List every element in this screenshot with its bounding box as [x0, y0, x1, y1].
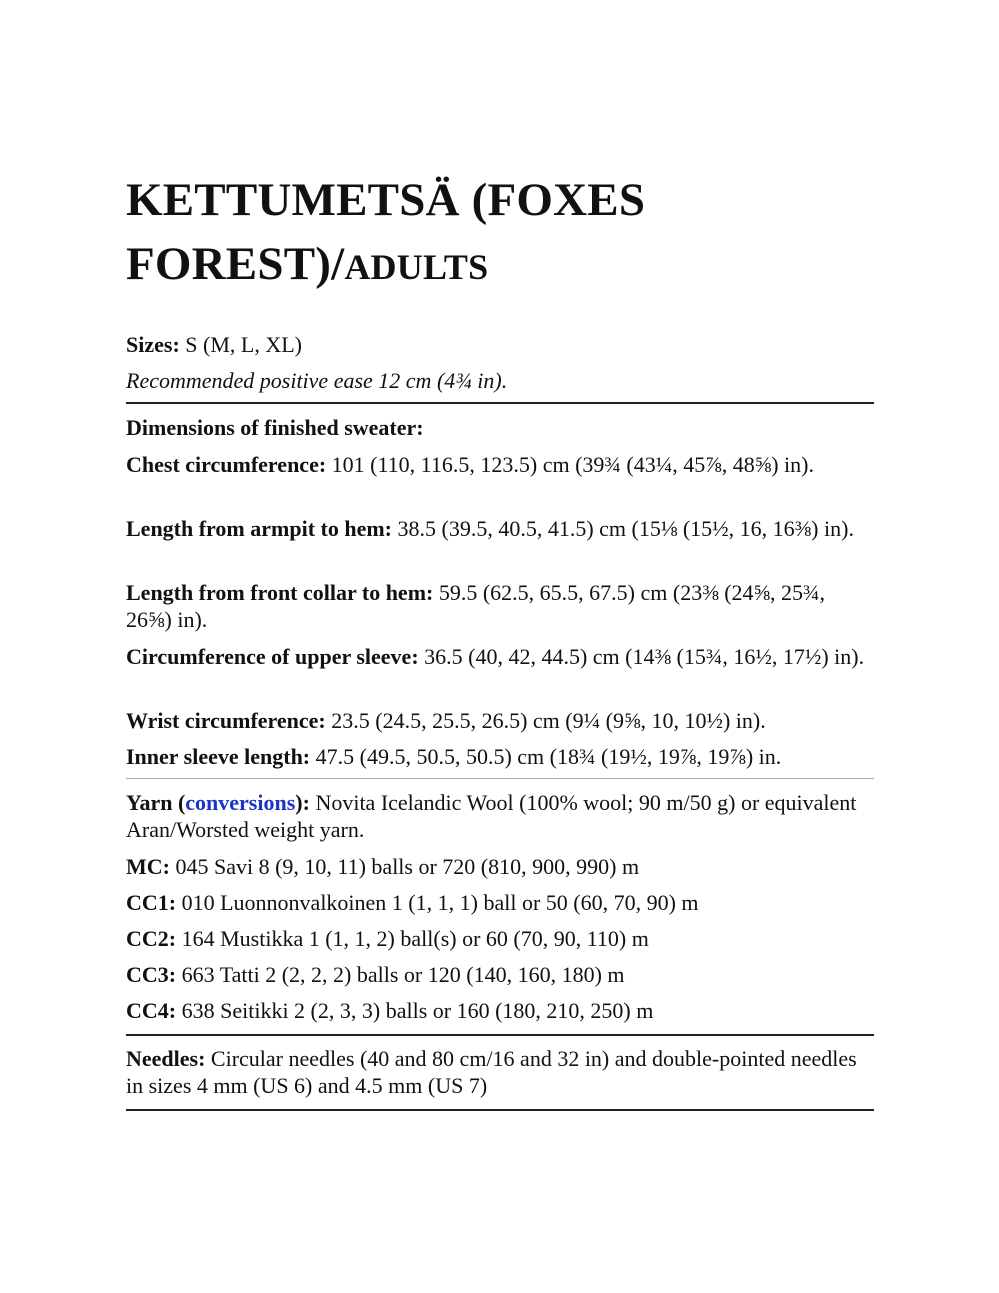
- dimension-item: [126, 515, 874, 579]
- yarn-label-start: Yarn (: [126, 790, 186, 815]
- divider: [126, 1109, 874, 1111]
- dimension-label: Chest circumference:: [126, 452, 327, 477]
- ease-note: Recommended positive ease 12 cm (4¾ in).: [126, 368, 508, 393]
- dimension-label: Circumference of upper sleeve:: [126, 644, 419, 669]
- divider: [126, 778, 874, 779]
- sizes-section: [126, 331, 874, 394]
- dimension-label: Length from armpit to hem:: [126, 516, 392, 541]
- dimension-value: 38.5 (39.5, 40.5, 41.5) cm (15⅛ (15½, 16, 16⅜) in).: [397, 516, 854, 541]
- yarn-description: [126, 789, 874, 853]
- yarn-color-item: [126, 889, 874, 925]
- needles-value: Circular needles (40 and 80 cm/16 and 32 in) and double-pointed needles in sizes 4 mm (US 6) and 4.5 mm (US 7): [126, 1046, 857, 1098]
- conversions-link[interactable]: conversions: [185, 790, 296, 815]
- needles-label: Needles:: [126, 1046, 206, 1071]
- sizes-value: S (M, L, XL): [185, 332, 302, 357]
- dimension-item: [126, 707, 874, 743]
- dimension-value: 101 (110, 116.5, 123.5) cm (39¾ (43¼, 45⅞, 48⅝) in).: [331, 452, 814, 477]
- yarn-color-item: [126, 925, 874, 961]
- yarn-color-item: [126, 853, 874, 889]
- yarn-color-value: 045 Savi 8 (9, 10, 11) balls or 720 (810, 900, 990) m: [175, 854, 640, 879]
- dimension-label: Length from front collar to hem:: [126, 580, 434, 605]
- dimension-value: 59.5 (62.5, 65.5, 67.5) cm (23⅜ (24⅝, 25¾, 26⅝) in).: [126, 580, 826, 632]
- yarn-color-label: MC:: [126, 854, 170, 879]
- sizes-label: Sizes:: [126, 332, 180, 357]
- page-title: [126, 168, 874, 299]
- yarn-color-item: [126, 961, 874, 997]
- dimension-item: [126, 451, 874, 515]
- dimension-label: Inner sleeve length:: [126, 744, 311, 769]
- yarn-color-value: 638 Seitikki 2 (2, 3, 3) balls or 160 (180, 210, 250) m: [181, 998, 654, 1023]
- needles-description: [126, 1045, 874, 1099]
- yarn-color-value: 663 Tatti 2 (2, 2, 2) balls or 120 (140, 160, 180) m: [181, 962, 625, 987]
- dimensions-heading: Dimensions of finished sweater:: [126, 415, 424, 440]
- dimension-item: [126, 743, 874, 779]
- yarn-color-label: CC3:: [126, 962, 177, 987]
- dimension-item: [126, 643, 874, 707]
- dimension-label: Wrist circumference:: [126, 708, 326, 733]
- yarn-color-value: 164 Mustikka 1 (1, 1, 2) ball(s) or 60 (70, 90, 110) m: [181, 926, 649, 951]
- dimension-value: 36.5 (40, 42, 44.5) cm (14⅜ (15¾, 16½, 17½) in).: [424, 644, 865, 669]
- yarn-color-label: CC1:: [126, 890, 177, 915]
- yarn-section: [126, 789, 874, 1033]
- yarn-color-label: CC4:: [126, 998, 177, 1023]
- yarn-value: Novita Icelandic Wool (100% wool; 90 m/50 g) or equivalent Aran/Worsted weight yarn.: [126, 790, 857, 842]
- yarn-color-item: [126, 997, 874, 1033]
- yarn-color-value: 010 Luonnonvalkoinen 1 (1, 1, 1) ball or 50 (60, 70, 90) m: [181, 890, 699, 915]
- dimension-value: 23.5 (24.5, 25.5, 26.5) cm (9¼ (9⅝, 10, 10½) in).: [331, 708, 766, 733]
- yarn-label-end: ):: [295, 790, 310, 815]
- dimension-value: 47.5 (49.5, 50.5, 50.5) cm (18¾ (19½, 19⅞, 19⅞) in.: [315, 744, 782, 769]
- dimensions-section: [126, 414, 874, 779]
- needles-section: [126, 1045, 874, 1099]
- yarn-color-label: CC2:: [126, 926, 177, 951]
- divider: [126, 1034, 874, 1036]
- divider: [126, 402, 874, 404]
- dimension-item: [126, 579, 874, 643]
- title-main: KETTUMETSÄ (FOXES FOREST)/: [126, 174, 646, 290]
- title-suffix: ADULTS: [344, 247, 489, 287]
